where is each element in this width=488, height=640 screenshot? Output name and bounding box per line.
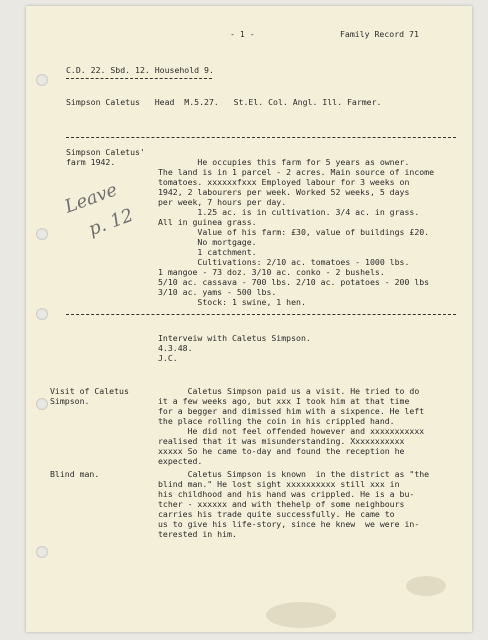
page-number: - 1 - [230, 29, 255, 39]
visit-text-line: for a begger and dimissed him with a sixpence. He left [158, 406, 425, 416]
farm-text-line: 1 mangoe - 73 doz. 3/10 ac. conko - 2 bushels. [158, 267, 385, 277]
section-divider [66, 137, 456, 138]
blind-text-line: us to give his life-story, since he knew we were in- [158, 519, 420, 529]
farm-text-line: No mortgage. [158, 237, 257, 247]
punch-hole [36, 228, 48, 240]
farm-text-line: Cultivations: 2/10 ac. tomatoes - 1000 lbs. [158, 257, 410, 267]
farm-text-line: The land is in 1 parcel - 2 acres. Main source of income [158, 167, 435, 177]
farm-text-line: per week, 7 hours per day. [158, 197, 287, 207]
punch-hole [36, 308, 48, 320]
farm-text-line: Stock: 1 swine, 1 hen. [158, 297, 306, 307]
farm-text-line: Value of his farm: £30, value of buildings £20. [158, 227, 430, 237]
summary-line: Simpson Caletus Head M.5.27. St.El. Col. Angl. Ill. Farmer. [66, 97, 382, 107]
farm-text-line: 5/10 ac. cassava - 700 lbs. 2/10 ac. potatoes - 200 lbs [158, 277, 430, 287]
visit-text-line: it a few weeks ago, but xxx I took him at that time [158, 396, 410, 406]
farm-text-line: tomatoes. xxxxxxfxxx Employed labour for 3 weeks on [158, 177, 410, 187]
visit-margin-label: Simpson. [50, 396, 90, 406]
farm-text-line: All in guinea grass. [158, 217, 257, 227]
visit-text-line: He did not feel offended however and xxxxxxxxxxx [158, 426, 425, 436]
underline [66, 78, 212, 79]
visit-text-line: realised that it was misunderstanding. Xxxxxxxxxxx [158, 436, 405, 446]
interview-date: 4.3.48. [158, 343, 193, 353]
farm-margin-label: farm 1942. [66, 157, 116, 167]
visit-text-line: the place rolling the coin in his crippled hand. [158, 416, 395, 426]
handwritten-note: Leave [62, 179, 121, 218]
blind-margin-label: Blind man. [50, 469, 100, 479]
record-id: C.D. 22. Sbd. 12. Household 9. [66, 65, 214, 75]
punch-hole [36, 546, 48, 558]
blind-text-line: carries his trade quite successfully. He came to [158, 509, 395, 519]
farm-text-line: 3/10 ac. yams - 500 lbs. [158, 287, 277, 297]
section-divider [66, 314, 456, 315]
visit-text-line: expected. [158, 456, 203, 466]
blind-text-line: Caletus Simpson is known in the district as "the [158, 469, 430, 479]
interview-initials: J.C. [158, 353, 178, 363]
paper-stain [266, 602, 336, 628]
blind-text-line: his childhood and his hand was crippled. He is a bu- [158, 489, 415, 499]
punch-hole [36, 398, 48, 410]
interview-title: Interveiw with Caletus Simpson. [158, 333, 311, 343]
farm-margin-label: Simpson Caletus' [66, 147, 145, 157]
visit-margin-label: Visit of Caletus [50, 386, 129, 396]
blind-text-line: terested in him. [158, 529, 237, 539]
visit-text-line: xxxxx So he came to-day and found the reception he [158, 446, 405, 456]
paper-stain [406, 576, 446, 596]
record-label: Family Record 71 [340, 29, 419, 39]
farm-text-line: 1942, 2 labourers per week. Worked 52 weeks, 5 days [158, 187, 410, 197]
blind-text-line: blind man." He lost sight xxxxxxxxxx still xxx in [158, 479, 400, 489]
punch-hole [36, 74, 48, 86]
blind-text-line: tcher - xxxxxx and with thehelp of some neighbours [158, 499, 405, 509]
farm-text-line: 1 catchment. [158, 247, 257, 257]
farm-text-line: 1.25 ac. is in cultivation. 3/4 ac. in grass. [158, 207, 420, 217]
handwritten-note: p. 12 [85, 204, 137, 241]
farm-text-line: He occupies this farm for 5 years as owner. [158, 157, 410, 167]
visit-text-line: Caletus Simpson paid us a visit. He tried to do [158, 386, 420, 396]
